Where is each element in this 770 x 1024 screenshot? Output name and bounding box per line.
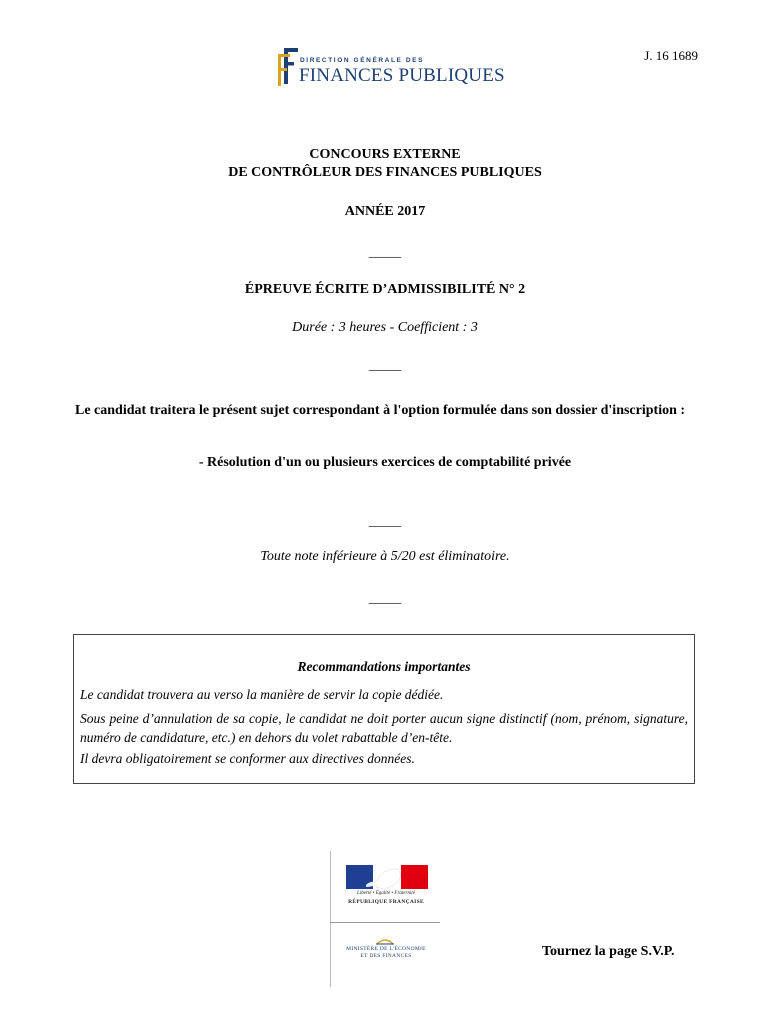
separator-3: _____ xyxy=(368,513,402,528)
turn-page-note: Tournez la page S.V.P. xyxy=(542,944,675,959)
separator-2: _____ xyxy=(368,357,402,372)
dgfip-f-icon xyxy=(270,44,300,88)
title-line2: DE CONTRÔLEUR DES FINANCES PUBLIQUES xyxy=(228,165,542,180)
logo-divider-horizontal xyxy=(330,922,440,923)
dgfip-logo xyxy=(270,44,510,88)
recommendation-line1: Le candidat trouvera au verso la manière de servir la copie dédiée. xyxy=(80,687,444,702)
title-line1: CONCOURS EXTERNE xyxy=(309,147,461,162)
ministry-line1: MINISTÈRE DE L'ÉCONOMIE xyxy=(346,946,426,952)
logo-divider-vertical xyxy=(330,851,331,987)
logo-line2: FINANCES PUBLIQUES xyxy=(299,65,505,86)
recommendations-box xyxy=(73,634,695,784)
recommendation-line3: Il devra obligatoirement se conformer aux directives données. xyxy=(80,751,415,766)
title-year: ANNÉE 2017 xyxy=(344,204,426,219)
eliminatory-note: Toute note inférieure à 5/20 est éliminatoire. xyxy=(260,549,510,564)
ministry-line2: ET DES FINANCES xyxy=(360,953,412,959)
ministry-mark-icon xyxy=(376,937,394,945)
republique-francaise-logo xyxy=(330,851,440,987)
document-reference: J. 16 1689 xyxy=(644,48,698,63)
candidate-instruction: Le candidat traitera le présent sujet correspondant à l'option formulée dans son dossier d'inscription : xyxy=(75,403,686,418)
republic-name: RÉPUBLIQUE FRANÇAISE xyxy=(348,899,424,905)
separator-4: _____ xyxy=(368,590,402,605)
recommendation-line2: Sous peine d’annulation de sa copie, le candidat ne doit porter aucun signe distinctif (nom, prénom, signature, numéro de candidature, etc.) en dehors du volet rabattable d’en-tête. xyxy=(80,711,688,745)
separator-1: _____ xyxy=(368,244,402,259)
exam-title: ÉPREUVE ÉCRITE D’ADMISSIBILITÉ N° 2 xyxy=(244,282,526,297)
exam-option: - Résolution d'un ou plusieurs exercices de comptabilité privée xyxy=(198,455,572,470)
exam-duration: Durée : 3 heures - Coefficient : 3 xyxy=(292,320,478,335)
republic-motto: Liberté • Égalité • Fraternité xyxy=(357,891,415,896)
logo-line1: DIRECTION GÉNÉRALE DES xyxy=(300,57,425,64)
recommendations-title: Recommandations importantes xyxy=(297,659,471,674)
marianne-flag-icon xyxy=(346,865,428,889)
